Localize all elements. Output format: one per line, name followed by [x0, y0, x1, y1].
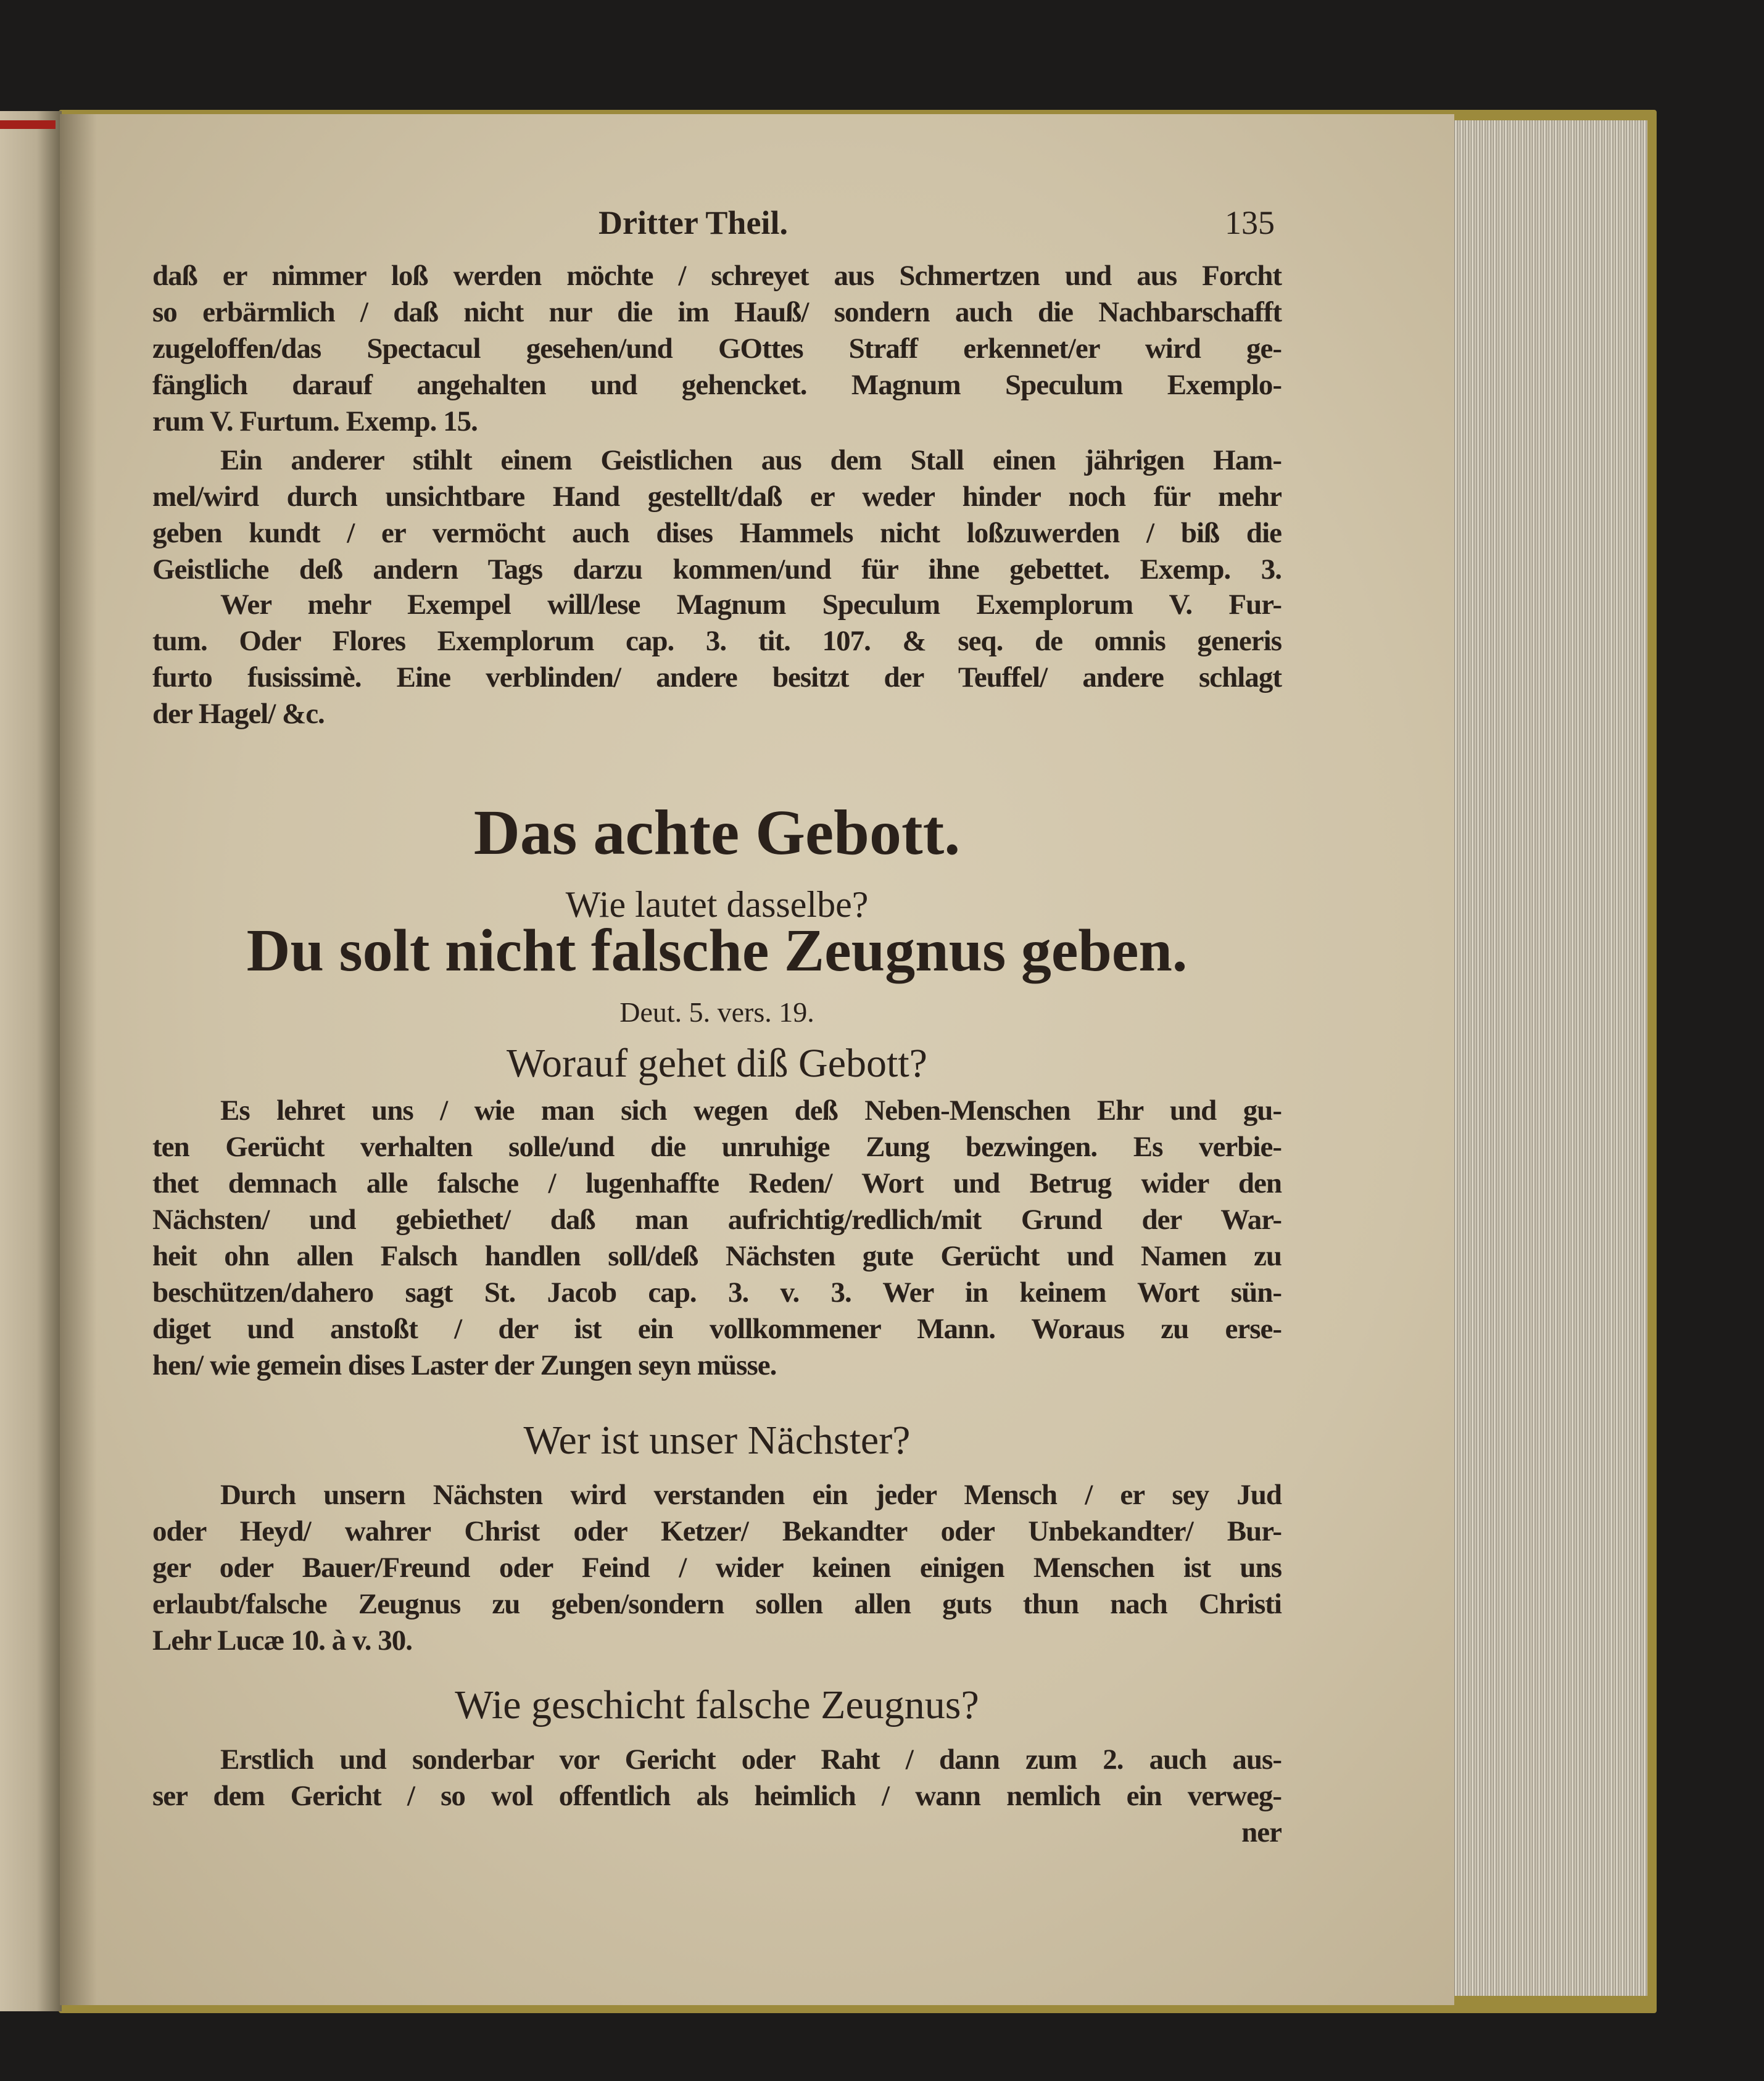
commandment: Du solt nicht falsche Zeugnus geben. [246, 917, 1188, 984]
text-line: tum. Oder Flores Exemplorum cap. 3. tit. 107. & seq. de omnis generis [152, 625, 1282, 657]
text-line: mel/wird durch unsichtbare Hand gestellt/daß er weder hinder noch für mehr [152, 481, 1282, 513]
text-line: rum V. Furtum. Exemp. 15. [152, 405, 478, 437]
text-line: beschützen/dahero sagt St. Jacob cap. 3. v. 3. Wer in keinem Wort sün- [152, 1276, 1282, 1309]
heading-naechster: Wer ist unser Nächster? [523, 1418, 911, 1463]
text-line: Wer mehr Exempel will/lese Magnum Speculum Exemplorum V. Fur- [220, 589, 1282, 621]
catchword: ner [1241, 1816, 1282, 1848]
text-line: daß er nimmer loß werden möchte / schreyet aus Schmertzen und aus Forcht [152, 260, 1282, 292]
text-line: so erbärmlich / daß nicht nur die im Hauß/ sondern auch die Nachbarschafft [152, 296, 1282, 328]
text-line: Erstlich und sonderbar vor Gericht oder Raht / dann zum 2. auch aus- [220, 1744, 1282, 1776]
spine-shadow [60, 114, 97, 2005]
text-line: Geistliche deß andern Tags darzu kommen/und für ihne gebettet. Exemp. 3. [152, 553, 1282, 585]
text-line: ger oder Bauer/Freund oder Feind / wider keinen einigen Menschen ist uns [152, 1552, 1282, 1584]
text-line: ser dem Gericht / so wol offentlich als heimlich / wann nemlich ein verweg- [152, 1780, 1282, 1812]
text-line: Nächsten/ und gebiethet/ daß man aufrichtig/redlich/mit Grund der War- [152, 1204, 1282, 1236]
text-line: Durch unsern Nächsten wird verstanden ein jeder Mensch / er sey Jud [220, 1479, 1282, 1511]
text-line: diget und anstoßt / der ist ein vollkommener Mann. Woraus zu erse- [152, 1313, 1282, 1345]
text-line: oder Heyd/ wahrer Christ oder Ketzer/ Bekandter oder Unbekandter/ Bur- [152, 1515, 1282, 1547]
text-line: zugeloffen/das Spectacul gesehen/und GOttes Straff erkennet/er wird ge- [152, 333, 1282, 365]
text-line: Es lehret uns / wie man sich wegen deß Neben-Menschen Ehr und gu- [220, 1094, 1282, 1127]
heading-falsche-zeugnus: Wie geschicht falsche Zeugnus? [455, 1682, 979, 1727]
text-line: fänglich darauf angehalten und gehencket. Magnum Speculum Exemplo- [152, 369, 1282, 401]
heading-worauf: Worauf gehet diß Gebott? [507, 1041, 927, 1086]
text-line: hen/ wie gemein dises Laster der Zungen seyn müsse. [152, 1349, 777, 1381]
text-line: der Hagel/ &c. [152, 698, 325, 730]
section-question: Wie lautet dasselbe? [565, 884, 869, 925]
text-line: geben kundt / er vermöcht auch dises Hammels nicht loßzuwerden / biß die [152, 517, 1282, 549]
text-line: heit ohn allen Falsch handlen soll/deß Nächsten gute Gerücht und Namen zu [152, 1240, 1282, 1272]
text-line: Lehr Lucæ 10. à v. 30. [152, 1624, 413, 1657]
text-line: ten Gerücht verhalten solle/und die unruhige Zung bezwingen. Es verbie- [152, 1131, 1282, 1163]
text-line: erlaubt/falsche Zeugnus zu geben/sondern sollen allen guts thun nach Christi [152, 1588, 1282, 1620]
page-number: 135 [1225, 204, 1275, 241]
page-fore-edge [1444, 120, 1647, 1996]
text-line: Ein anderer stihlt einem Geistlichen aus dem Stall einen jährigen Ham- [220, 444, 1282, 476]
left-page-edge [0, 111, 62, 2011]
running-title: Dritter Theil. [598, 204, 788, 241]
bible-reference: Deut. 5. vers. 19. [619, 996, 814, 1028]
text-line: furto fusissimè. Eine verblinden/ andere besitzt der Teuffel/ andere schlagt [152, 661, 1282, 693]
section-title: Das achte Gebott. [473, 797, 961, 868]
bookmark-ribbon [0, 120, 56, 129]
text-line: thet demnach alle falsche / lugenhaffte Reden/ Wort und Betrug wider den [152, 1167, 1282, 1199]
